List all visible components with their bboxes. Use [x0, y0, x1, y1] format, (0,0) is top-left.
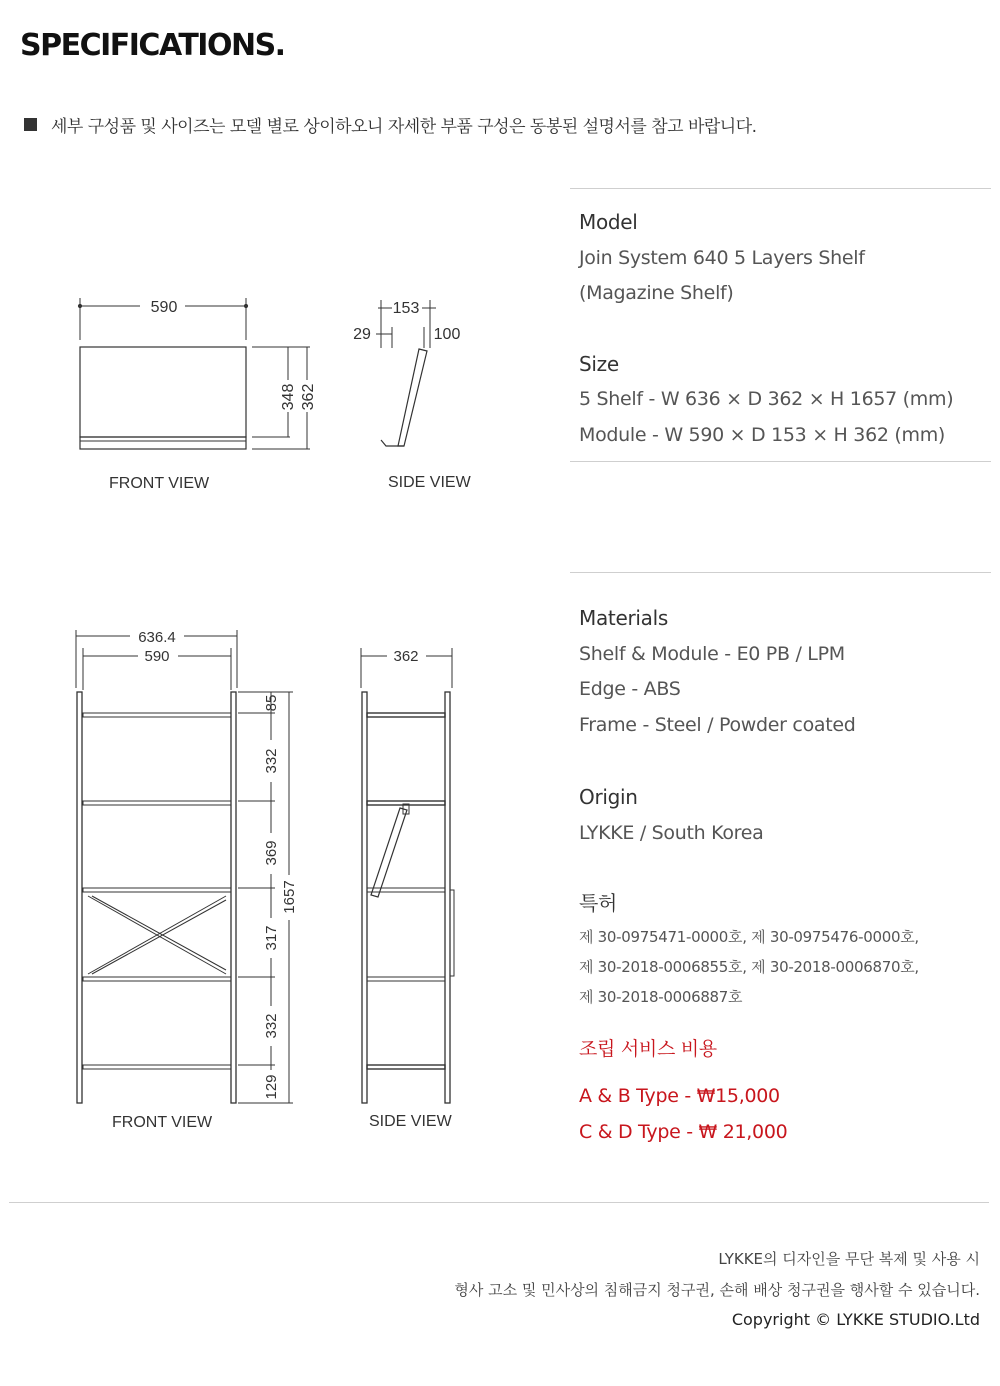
divider [570, 461, 991, 462]
size-heading: Size [579, 351, 619, 376]
dim-label: 100 [433, 326, 461, 343]
dim-label: 332 [263, 748, 280, 774]
dim-label: 636.4 [138, 629, 176, 646]
origin-heading: Origin [579, 785, 638, 809]
front-lip [80, 437, 246, 449]
dim-label: 153 [392, 300, 420, 317]
divider [9, 1202, 989, 1203]
shelf-drawing [0, 620, 540, 1120]
side-view-caption: SIDE VIEW [388, 474, 471, 491]
copyright: Copyright © LYKKE STUDIO.Ltd [731, 1310, 980, 1329]
dim-label: 369 [263, 840, 280, 866]
shelf-board [83, 1065, 231, 1069]
divider [570, 188, 991, 189]
footer-notice-line: 형사 고소 및 민사상의 침해금지 청구권, 손해 배상 청구권을 행사할 수 있습니다. [454, 1281, 980, 1299]
spec-materials [579, 601, 919, 1150]
materials-shelf: Shelf & Module - E0 PB / LPM [579, 642, 845, 665]
shelf-board [83, 801, 231, 805]
patent-heading: 특허 [579, 891, 618, 915]
service-heading: 조립 서비스 비용 [579, 1037, 717, 1060]
front-view-caption: FRONT VIEW [112, 1114, 213, 1131]
dim-label: 317 [263, 925, 280, 951]
dim-label: 590 [144, 648, 170, 665]
dim-label: 29 [353, 326, 371, 343]
footer-notice-line: LYKKE의 디자인을 무단 복제 및 사용 시 [718, 1250, 980, 1268]
shelf-post-right [231, 692, 236, 1103]
side-magazine-panel [371, 808, 407, 897]
dim-label: 348 [280, 383, 297, 411]
model-heading: Model [579, 210, 638, 234]
materials-heading: Materials [579, 606, 668, 630]
dim-label: 590 [150, 299, 178, 316]
model-name: Join System 640 5 Layers Shelf [579, 246, 865, 269]
side-view-caption: SIDE VIEW [369, 1113, 452, 1130]
page-title: SPECIFICATIONS. [20, 28, 285, 63]
bullet-square-icon [24, 118, 37, 131]
side-post-left [362, 692, 367, 1103]
dim-label: 85 [263, 694, 280, 712]
patent-line: 제 30-2018-0006887호 [579, 987, 743, 1006]
patent-line: 제 30-0975471-0000호, 제 30-0975476-0000호, [579, 927, 919, 946]
front-panel [80, 347, 246, 437]
service-price-ab: A & B Type - ₩15,000 [579, 1085, 780, 1107]
size-module: Module - W 590 × D 153 × H 362 (mm) [579, 423, 946, 446]
service-price-cd: C & D Type - ₩ 21,000 [579, 1120, 788, 1143]
shelf-board [83, 977, 231, 981]
module-side-panel [398, 349, 427, 446]
side-post-right [445, 692, 450, 1103]
shelf-board [83, 713, 231, 717]
dim-label: 362 [393, 648, 419, 665]
patent-line: 제 30-2018-0006855호, 제 30-2018-0006870호, [579, 957, 919, 976]
dim-label: 129 [263, 1074, 280, 1100]
shelf-board [83, 888, 231, 892]
notice [24, 112, 757, 137]
materials-edge: Edge - ABS [579, 678, 681, 700]
divider [570, 572, 991, 573]
dim-label: 362 [300, 383, 317, 411]
materials-frame: Frame - Steel / Powder coated [579, 713, 856, 736]
dim-label: 332 [263, 1013, 280, 1039]
shelf-post-left [77, 692, 82, 1103]
model-subname: (Magazine Shelf) [579, 282, 734, 304]
spec-model-size [579, 205, 953, 453]
dim-label: 1657 [281, 880, 298, 914]
notice-text: 세부 구성품 및 사이즈는 모델 별로 상이하오니 자세한 부품 구성은 동봉된 설명서를 참고 바랍니다. [51, 117, 757, 137]
origin-value: LYKKE / South Korea [579, 821, 764, 844]
size-shelf: 5 Shelf - W 636 × D 362 × H 1657 (mm) [579, 388, 954, 410]
front-view-caption: FRONT VIEW [109, 475, 210, 492]
